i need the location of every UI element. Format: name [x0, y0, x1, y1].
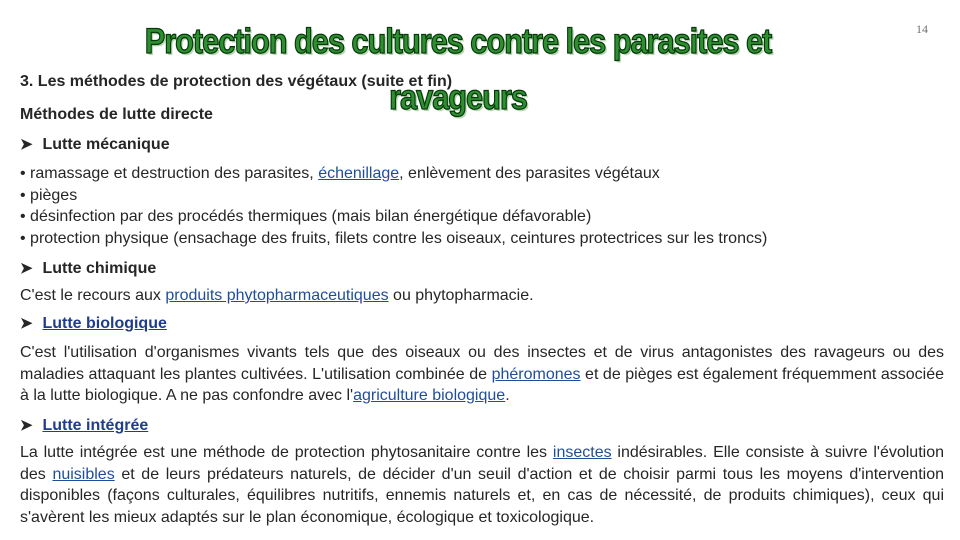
para-text: et de pièges est également fréquemment associée à la lutte biologique. A ne pas confondre avec l'	[20, 365, 945, 404]
link-nuisibles[interactable]: nuisibles	[52, 465, 115, 483]
link-agriculture-biologique[interactable]: agriculture biologique	[353, 387, 506, 404]
mechanical-list	[20, 163, 767, 249]
arrow-bullet-icon: ➤	[20, 136, 33, 153]
biological-heading	[20, 314, 167, 333]
arrow-bullet-icon: ➤	[20, 315, 33, 332]
section-heading: 3. Les méthodes de protection des végétaux (suite et fin)	[20, 73, 453, 90]
para-text: C'est l'utilisation d'organismes vivants tels que des oiseaux ou des insectes et de virus antagonistes des ravageurs ou des maladies attaquant les plantes cultivées. L'utilisation combinée de	[20, 344, 944, 383]
link-pheromones[interactable]: phéromones	[491, 365, 581, 383]
mechanical-heading	[20, 135, 170, 154]
page-number: 14	[916, 22, 928, 36]
chemical-paragraph	[20, 285, 944, 307]
arrow-bullet-icon: ➤	[20, 417, 33, 434]
list-item: • protection physique (ensachage des fruits, filets contre les oiseaux, ceintures protectrices sur les troncs)	[20, 228, 767, 250]
integrated-heading	[20, 416, 148, 435]
para-text: ou phytopharmacie.	[388, 287, 534, 304]
para-text: indésirables. Elle consiste à suivre l'évolution des	[20, 444, 945, 483]
link-echenillage[interactable]: échenillage	[318, 165, 400, 182]
para-text: et de leurs prédateurs naturels, de décider d'un seuil d'action et de choisir parmi tous les moyens d'intervention disponibles (façons culturales, équilibres nutritifs, ennemis naturels et, en cas de nécessité, de produits chimiques), ceux qui s'avèrent les mieux adaptés sur le plan économique, écologique et toxicologique.	[20, 465, 945, 526]
link-lutte-biologique[interactable]: Lutte biologique	[42, 315, 167, 332]
biological-paragraph	[20, 342, 944, 407]
chemical-heading	[20, 259, 156, 278]
slide-title: Protection des cultures contre les parasites et ravageurs	[144, 22, 772, 117]
item-text: , enlèvement des parasites végétaux	[399, 165, 660, 182]
list-item: • pièges	[20, 185, 767, 207]
link-lutte-integree[interactable]: Lutte intégrée	[42, 417, 149, 434]
link-produits-phytopharmaceutiques[interactable]: produits phytopharmaceutiques	[165, 287, 389, 304]
subheading: Méthodes de lutte directe	[20, 106, 213, 123]
para-text: La lutte intégrée est une méthode de protection phytosanitaire contre les	[20, 444, 553, 461]
para-text: C'est le recours aux	[20, 287, 166, 304]
arrow-bullet-icon: ➤	[20, 260, 33, 277]
mechanical-title: Lutte mécanique	[42, 136, 170, 153]
integrated-paragraph	[20, 442, 944, 528]
item-text: ramassage et destruction des parasites,	[30, 165, 319, 182]
chemical-title: Lutte chimique	[42, 260, 157, 277]
list-item	[20, 163, 767, 185]
link-insectes[interactable]: insectes	[552, 444, 612, 461]
list-item: • désinfection par des procédés thermiques (mais bilan énergétique défavorable)	[20, 206, 767, 228]
para-text: .	[505, 387, 510, 404]
